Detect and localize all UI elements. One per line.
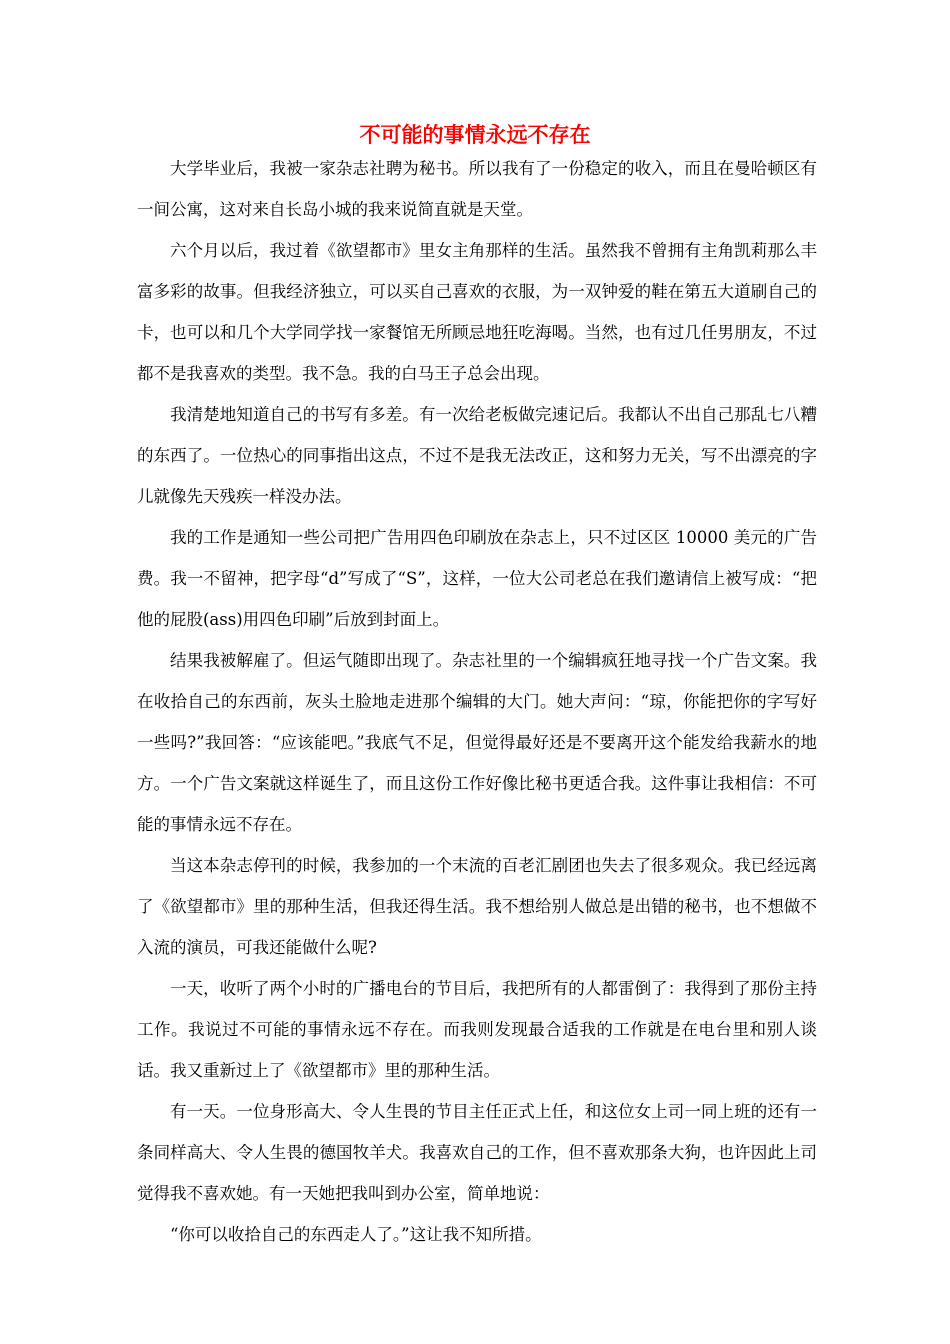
paragraph: 当这本杂志停刊的时候，我参加的一个末流的百老汇剧团也失去了很多观众。我已经远离了《欲望都市》里的那种生活，但我还得生活。我不想给别人做总是出错的秘书，也不想做不入流的演员，可我还能做什么呢? (137, 856, 817, 957)
paragraph: 六个月以后，我过着《欲望都市》里女主角那样的生活。虽然我不曾拥有主角凯莉那么丰富多彩的故事。但我经济独立，可以买自己喜欢的衣服，为一双钟爱的鞋在第五大道刷自己的卡，也可以和几个大学同学找一家餐馆无所顾忌地狂吃海喝。当然，也有过几任男朋友，不过都不是我喜欢的类型。我不急。我的白马王子总会出现。 (137, 241, 817, 383)
paragraph: 大学毕业后，我被一家杂志社聘为秘书。所以我有了一份稳定的收入，而且在曼哈顿区有一间公寓，这对来自长岛小城的我来说简直就是天堂。 (137, 159, 817, 219)
paragraph: 结果我被解雇了。但运气随即出现了。杂志社里的一个编辑疯狂地寻找一个广告文案。我在收拾自己的东西前，灰头土脸地走进那个编辑的大门。她大声问：“琼，你能把你的字写好一些吗?”我回答：“应该能吧。”我底气不足，但觉得最好还是不要离开这个能发给我薪水的地方。一个广告文案就这样诞生了，而且这份工作好像比秘书更适合我。这件事让我相信：不可能的事情永远不存在。 (137, 651, 817, 834)
paragraph: “你可以收拾自己的东西走人了。”这让我不知所措。 (170, 1225, 542, 1244)
paragraph: 我的工作是通知一些公司把广告用四色印刷放在杂志上，只不过区区 10000 美元的广告费。我一不留神，把字母“d”写成了“S”，这样，一位大公司老总在我们邀请信上被写成：“把他的屁股(ass)用四色印刷”后放到封面上。 (137, 528, 817, 629)
paragraph: 我清楚地知道自己的书写有多差。有一次给老板做完速记后。我都认不出自己那乱七八糟的东西了。一位热心的同事指出这点，不过不是我无法改正，这和努力无关，写不出漂亮的字儿就像先天残疾一样没办法。 (137, 405, 817, 506)
document-title: 不可能的事情永远不存在 (359, 123, 591, 147)
document-body (137, 148, 817, 1255)
paragraph: 一天，收听了两个小时的广播电台的节目后，我把所有的人都雷倒了：我得到了那份主持工作。我说过不可能的事情永远不存在。而我则发现最合适我的工作就是在电台里和别人谈话。我又重新过上了《欲望都市》里的那种生活。 (137, 979, 817, 1080)
paragraph: 有一天。一位身形高大、令人生畏的节目主任正式上任，和这位女上司一同上班的还有一条同样高大、令人生畏的德国牧羊犬。我喜欢自己的工作，但不喜欢那条大狗，也许因此上司觉得我不喜欢她。有一天她把我叫到办公室，简单地说： (137, 1102, 817, 1203)
